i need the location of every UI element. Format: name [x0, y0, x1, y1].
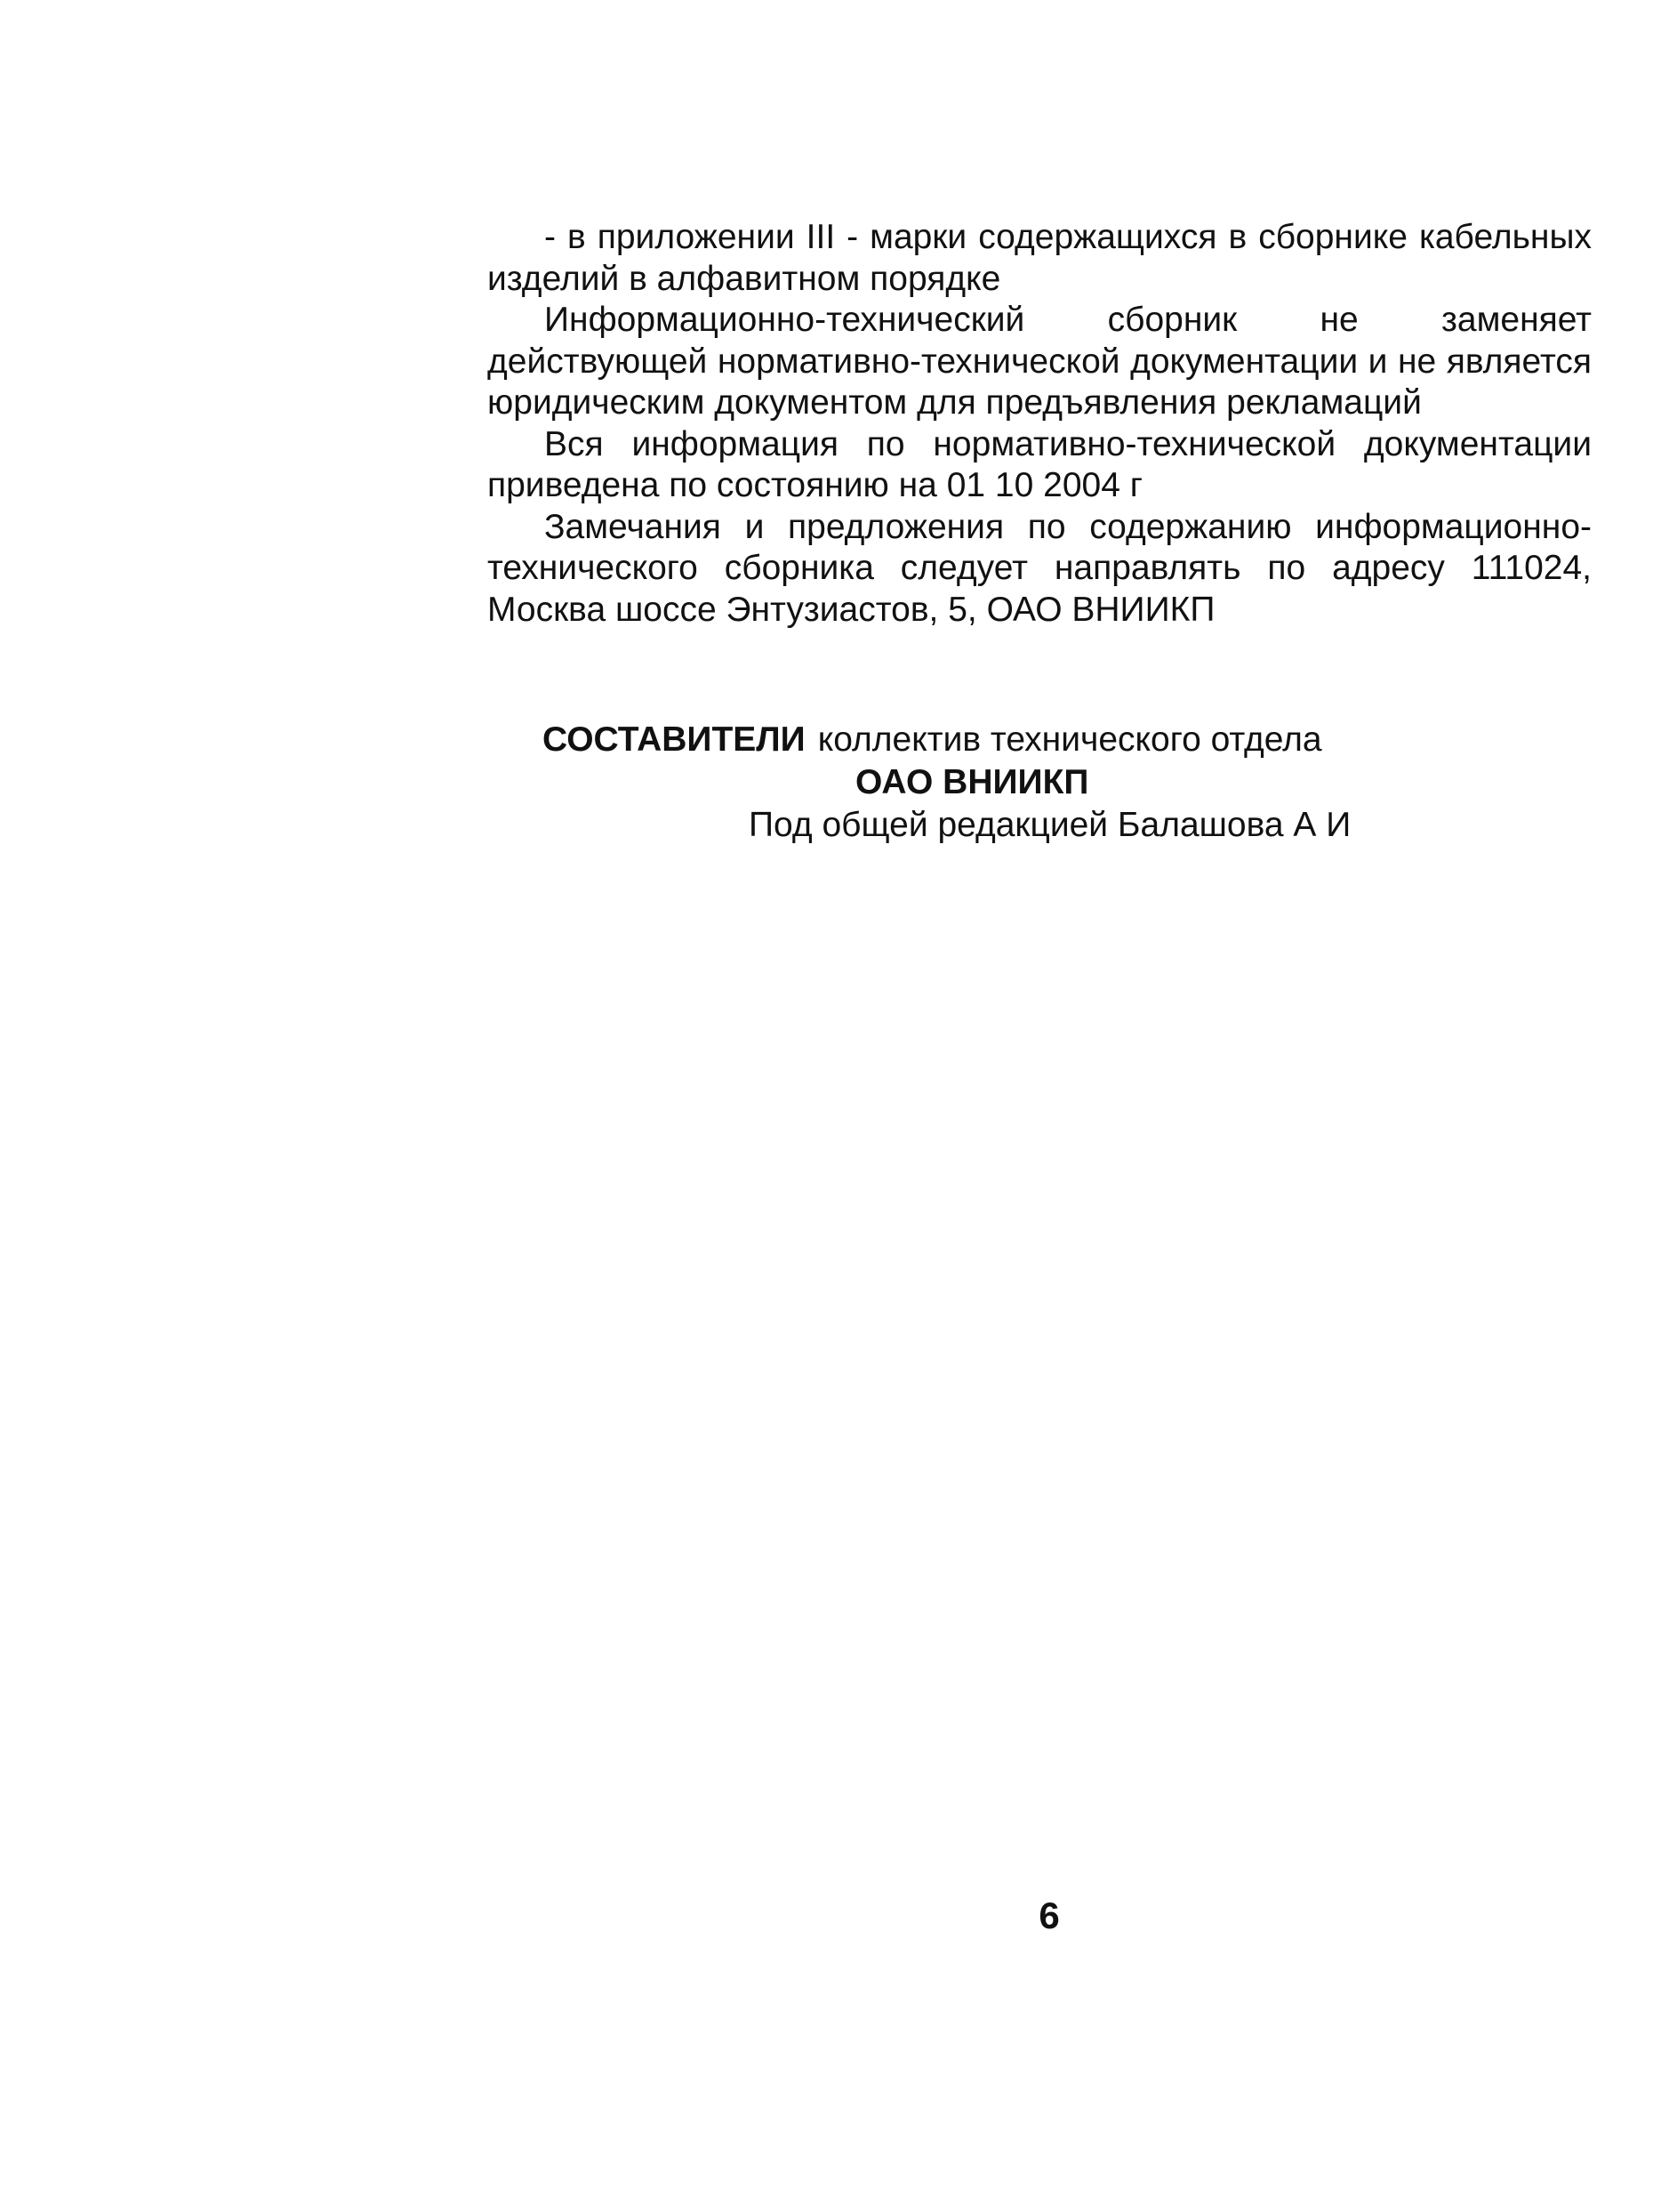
- body-text: [487, 217, 1592, 631]
- paragraph-feedback-address: Замечания и предложения по содержанию информационно-технического сборника следует направлять по адресу 111024, Москва шоссе Энтузиастов, 5, ОАО ВНИИКП: [487, 507, 1592, 629]
- composers-org: ОАО ВНИИКП: [855, 763, 1089, 801]
- page-number: 6: [1039, 1894, 1060, 1936]
- composers-line: [542, 719, 1592, 761]
- composers-block: [542, 719, 1592, 847]
- paragraph-disclaimer: Информационно-технический сборник не заменяет действующей нормативно-технической документации и не является юридическим документом для предъявления рекламаций: [487, 301, 1592, 422]
- composers-text: коллектив технического отдела: [817, 720, 1322, 759]
- paragraph-info-date: Вся информация по нормативно-технической документации приведена по состоянию на 01 10 2004 г: [487, 424, 1592, 504]
- composers-label: СОСТАВИТЕЛИ: [542, 720, 806, 759]
- composers-editor: Под общей редакцией Балашова А И: [749, 806, 1352, 844]
- paragraph-appendix-3: - в приложении III - марки содержащихся в сборнике кабельных изделий в алфавитном порядке: [487, 218, 1592, 298]
